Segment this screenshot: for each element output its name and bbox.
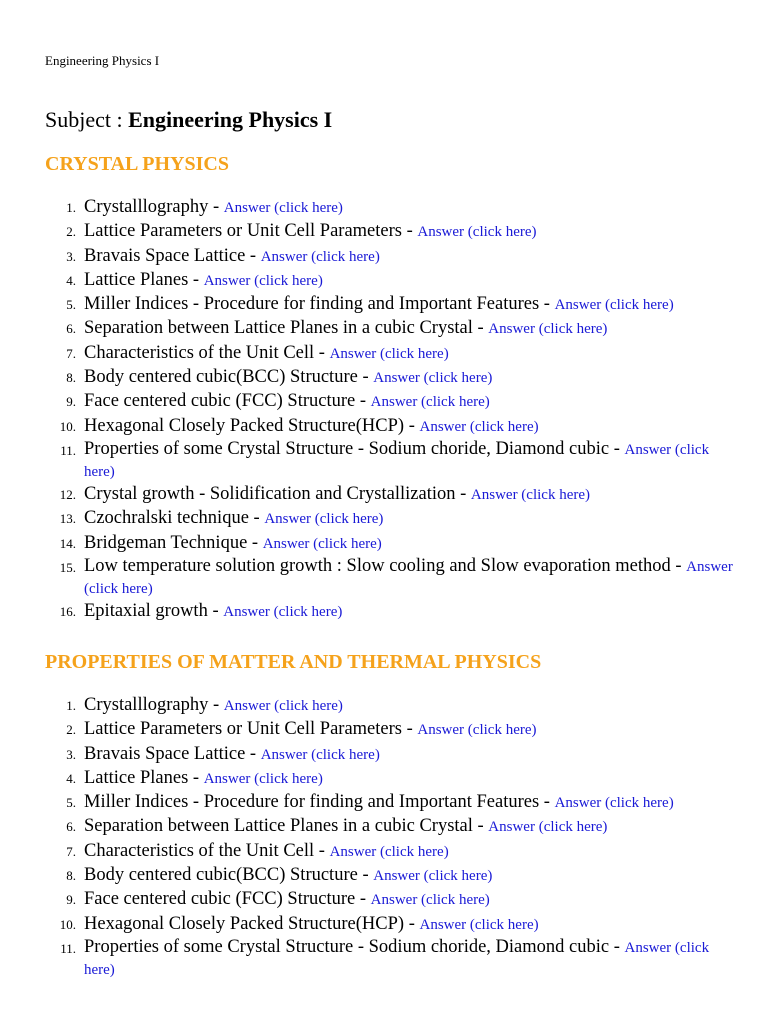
item-number: 2. <box>66 722 76 738</box>
topic-list-crystal-physics <box>0 196 740 624</box>
answer-link[interactable]: Answer (click here) <box>203 272 323 289</box>
item-text: Characteristics of the Unit Cell - <box>84 840 330 861</box>
item-text: Body centered cubic(BCC) Structure - <box>84 367 374 388</box>
topic-list-properties-of-matter <box>0 694 740 981</box>
answer-link[interactable]: Answer (click here) <box>203 770 323 787</box>
answer-link[interactable]: Answer (click here) <box>373 868 493 885</box>
item-number: 6. <box>66 819 76 835</box>
item-text: Characteristics of the Unit Cell - <box>84 342 330 363</box>
answer-link[interactable]: Answer (click here) <box>370 892 490 909</box>
item-number: 1. <box>66 698 76 713</box>
list-item <box>0 913 740 937</box>
item-number: 7. <box>66 843 76 859</box>
item-text: Lattice Planes - <box>84 767 204 788</box>
subject-value: Engineering Physics I <box>128 107 333 132</box>
list-item <box>0 317 740 341</box>
item-number: 15. <box>59 559 76 575</box>
answer-link[interactable]: Answer (click here) <box>419 418 539 435</box>
item-text: Crystal growth - Solidification and Crystallization - <box>84 483 471 504</box>
list-item <box>0 791 740 815</box>
item-text: Properties of some Crystal Structure - Sodium choride, Diamond cubic - <box>84 438 625 459</box>
item-text: Face centered cubic (FCC) Structure - <box>84 889 371 910</box>
answer-link[interactable]: Answer (click here) <box>223 603 343 620</box>
item-text: Body centered cubic(BCC) Structure - <box>84 865 374 886</box>
item-text: Separation between Lattice Planes in a cubic Crystal - <box>84 816 489 837</box>
list-item <box>0 483 740 507</box>
list-item <box>0 390 740 414</box>
answer-link[interactable]: Answer (click here) <box>373 370 493 387</box>
item-number: 9. <box>66 394 76 410</box>
answer-link[interactable]: Answer (click here) <box>329 843 449 860</box>
list-item <box>0 342 740 366</box>
item-number: 6. <box>66 321 76 337</box>
item-number: 5. <box>66 795 76 811</box>
list-item <box>0 269 740 293</box>
section-heading-properties-of-matter: PROPERTIES OF MATTER AND THERMAL PHYSICS <box>45 651 542 673</box>
item-number: 8. <box>66 868 76 884</box>
item-number: 8. <box>66 370 76 386</box>
answer-link[interactable]: Answer (click here) <box>84 558 733 597</box>
item-text: Miller Indices - Procedure for finding and Important Features - <box>84 792 555 813</box>
item-number: 4. <box>66 272 76 288</box>
list-item <box>0 556 740 600</box>
item-number: 3. <box>66 746 76 762</box>
item-text: Epitaxial growth - <box>84 600 224 621</box>
answer-link[interactable]: Answer (click here) <box>260 248 380 265</box>
subject-line <box>45 106 332 134</box>
item-number: 5. <box>66 297 76 313</box>
item-text: Czochralski technique - <box>84 508 265 529</box>
item-text: Properties of some Crystal Structure - Sodium choride, Diamond cubic - <box>84 936 625 957</box>
item-number: 2. <box>66 224 76 240</box>
answer-link[interactable]: Answer (click here) <box>488 321 608 338</box>
section-heading-crystal-physics: CRYSTAL PHYSICS <box>45 153 229 175</box>
item-text: Bravais Space Lattice - <box>84 245 261 266</box>
list-item <box>0 694 740 718</box>
answer-link[interactable]: Answer (click here) <box>470 486 591 503</box>
item-number: 14. <box>59 535 76 551</box>
answer-link[interactable]: Answer (click here) <box>417 722 537 739</box>
item-text: Low temperature solution growth : Slow cooling and Slow evaporation method - <box>84 555 687 576</box>
item-number: 4. <box>66 770 76 786</box>
item-text: Hexagonal Closely Packed Structure(HCP) - <box>84 415 420 436</box>
list-item <box>0 439 740 483</box>
item-number: 9. <box>66 892 76 908</box>
list-item <box>0 415 740 439</box>
item-text: Hexagonal Closely Packed Structure(HCP) - <box>84 913 420 934</box>
item-text: Crystalllography - <box>84 197 224 217</box>
answer-link[interactable]: Answer (click here) <box>262 535 382 552</box>
list-item <box>0 366 740 390</box>
list-item <box>0 245 740 269</box>
answer-link[interactable]: Answer (click here) <box>223 698 343 714</box>
item-text: Crystalllography - <box>84 695 224 715</box>
item-text: Lattice Planes - <box>84 269 204 290</box>
list-item <box>0 743 740 767</box>
answer-link[interactable]: Answer (click here) <box>417 224 537 241</box>
item-text: Bravais Space Lattice - <box>84 743 261 764</box>
list-item <box>0 864 740 888</box>
answer-link[interactable]: Answer (click here) <box>264 511 384 528</box>
answer-link[interactable]: Answer (click here) <box>329 345 449 362</box>
item-number: 7. <box>66 345 76 361</box>
item-number: 1. <box>66 200 76 215</box>
answer-link[interactable]: Answer (click here) <box>84 939 710 978</box>
item-number: 11. <box>60 940 76 956</box>
item-number: 16. <box>59 603 76 619</box>
item-number: 11. <box>60 442 76 458</box>
item-text: Face centered cubic (FCC) Structure - <box>84 391 371 412</box>
list-item <box>0 532 740 556</box>
item-text: Miller Indices - Procedure for finding and Important Features - <box>84 294 555 315</box>
list-item <box>0 220 740 244</box>
list-item <box>0 767 740 791</box>
list-item <box>0 600 740 624</box>
running-header: Engineering Physics I <box>45 53 160 68</box>
item-number: 12. <box>59 486 76 502</box>
answer-link[interactable]: Answer (click here) <box>370 394 490 411</box>
answer-link[interactable]: Answer (click here) <box>554 795 674 812</box>
list-item <box>0 507 740 531</box>
list-item <box>0 937 740 981</box>
item-number: 10. <box>59 418 76 434</box>
list-item <box>0 840 740 864</box>
list-item <box>0 196 740 220</box>
item-text: Lattice Parameters or Unit Cell Parameters - <box>84 719 418 740</box>
list-item <box>0 293 740 317</box>
item-text: Lattice Parameters or Unit Cell Parameters - <box>84 221 418 242</box>
list-item <box>0 718 740 742</box>
list-item <box>0 888 740 912</box>
list-item <box>0 815 740 839</box>
item-number: 3. <box>66 248 76 264</box>
answer-link[interactable]: Answer (click here) <box>260 746 380 763</box>
answer-link[interactable]: Answer (click here) <box>84 441 710 480</box>
item-text: Bridgeman Technique - <box>84 532 263 553</box>
subject-label: Subject : <box>45 107 129 132</box>
item-number: 10. <box>59 916 76 932</box>
item-text: Separation between Lattice Planes in a cubic Crystal - <box>84 318 489 339</box>
item-number: 13. <box>59 511 76 527</box>
answer-link[interactable]: Answer (click here) <box>223 200 343 216</box>
answer-link[interactable]: Answer (click here) <box>419 916 539 933</box>
answer-link[interactable]: Answer (click here) <box>488 819 608 836</box>
answer-link[interactable]: Answer (click here) <box>554 297 674 314</box>
